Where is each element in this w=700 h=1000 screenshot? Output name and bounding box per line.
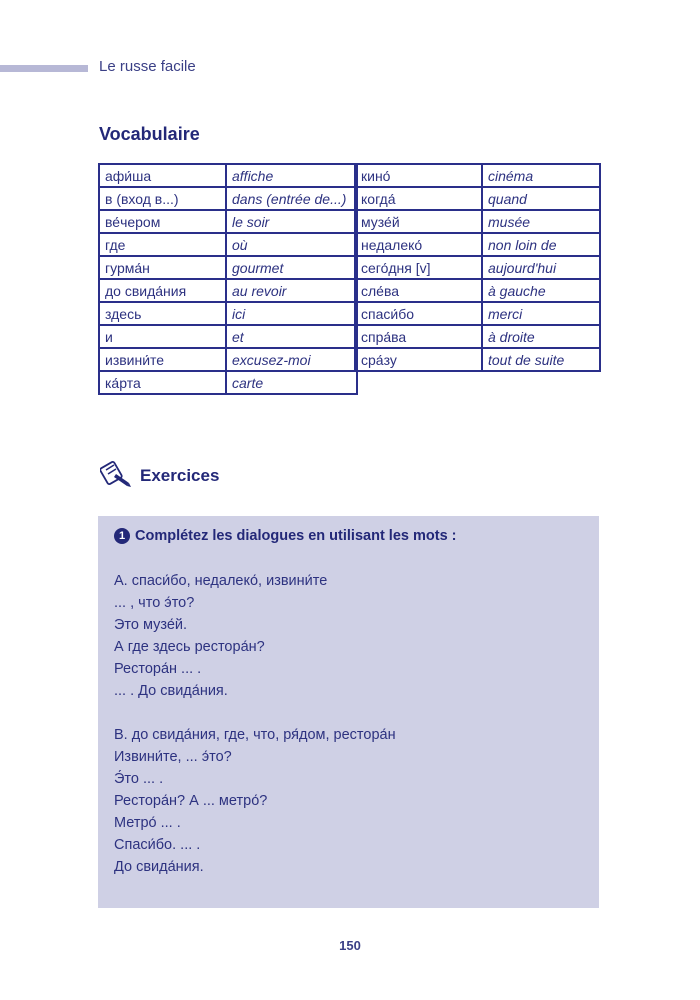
vocab-french: excusez-moi — [226, 348, 357, 371]
vocab-row — [99, 325, 357, 348]
vocab-russian: ка́рта — [99, 371, 226, 394]
page-number: 150 — [339, 938, 361, 953]
vocab-row — [355, 233, 600, 256]
vocab-russian: здесь — [99, 302, 226, 325]
vocabulary-title: Vocabulaire — [99, 124, 200, 144]
vocab-russian: недалеко́ — [355, 233, 482, 256]
vocab-row — [99, 164, 357, 187]
vocab-french: gourmet — [226, 256, 357, 279]
vocab-row — [355, 348, 600, 371]
vocab-row — [99, 348, 357, 371]
vocab-row — [99, 279, 357, 302]
vocab-french: dans (entrée de...) — [226, 187, 357, 210]
exercises-title: Exercices — [140, 466, 220, 485]
vocab-russian: и — [99, 325, 226, 348]
exercise-instruction-text: Complétez les dialogues en utilisant les mots : — [135, 528, 457, 544]
vocab-russian: афи́ша — [99, 164, 226, 187]
vocab-russian: спра́ва — [355, 325, 482, 348]
vocab-russian: музе́й — [355, 210, 482, 233]
vocab-russian: спаси́бо — [355, 302, 482, 325]
vocabulary-table-left — [98, 163, 358, 395]
dialogue-line: A. спаси́бо, недалеко́, извини́те — [114, 573, 328, 589]
exercise-dialogue — [114, 570, 396, 878]
vocab-french: aujourd'hui — [482, 256, 600, 279]
vocab-russian: сего́дня [v] — [355, 256, 482, 279]
vocab-french: à gauche — [482, 279, 600, 302]
vocab-french: merci — [482, 302, 600, 325]
vocab-russian: сра́зу — [355, 348, 482, 371]
vocab-row — [355, 210, 600, 233]
vocab-row — [99, 256, 357, 279]
vocab-french: ici — [226, 302, 357, 325]
dialogue-line: ... . До свида́ния. — [114, 683, 228, 699]
vocab-french: quand — [482, 187, 600, 210]
vocab-french: le soir — [226, 210, 357, 233]
dialogue-line: Метро́ ... . — [114, 815, 181, 831]
vocab-russian: сле́ва — [355, 279, 482, 302]
vocab-french: au revoir — [226, 279, 357, 302]
vocab-french: à droite — [482, 325, 600, 348]
dialogue-line: Это музе́й. — [114, 617, 188, 633]
dialogue-line: Рестора́н? А ... метро́? — [114, 793, 268, 809]
vocab-russian: извини́те — [99, 348, 226, 371]
book-title: Le russe facile — [99, 58, 196, 75]
vocab-row — [99, 233, 357, 256]
dialogue-line: Извини́те, ... э́то? — [114, 749, 232, 765]
vocab-french: et — [226, 325, 357, 348]
dialogue-line: Рестора́н ... . — [114, 661, 202, 677]
vocab-row — [99, 187, 357, 210]
vocab-french: affiche — [226, 164, 357, 187]
vocabulary-table-right — [354, 163, 601, 372]
dialogue-line: Э́то ... . — [114, 771, 164, 787]
vocab-russian: ве́чером — [99, 210, 226, 233]
vocab-russian: в (вход в...) — [99, 187, 226, 210]
vocab-russian: до свида́ния — [99, 279, 226, 302]
vocab-russian: кино́ — [355, 164, 482, 187]
vocab-row — [355, 187, 600, 210]
exercise-number-badge: 1 — [114, 528, 130, 544]
vocab-row — [355, 164, 600, 187]
vocab-row — [355, 256, 600, 279]
vocab-russian: когда́ — [355, 187, 482, 210]
dialogue-line: Спаси́бо. ... . — [114, 837, 201, 853]
header-accent-bar — [0, 65, 88, 72]
vocab-french: carte — [226, 371, 357, 394]
vocab-row — [99, 302, 357, 325]
vocab-french: où — [226, 233, 357, 256]
dialogue-spacer — [114, 702, 396, 724]
dialogue-line: А где здесь рестора́н? — [114, 639, 265, 655]
vocab-french: non loin de — [482, 233, 600, 256]
vocab-french: cinéma — [482, 164, 600, 187]
vocab-russian: гурма́н — [99, 256, 226, 279]
vocab-french: tout de suite — [482, 348, 600, 371]
pencil-notebook-icon — [100, 455, 132, 487]
dialogue-line: До свида́ния. — [114, 859, 204, 875]
vocab-row — [355, 325, 600, 348]
vocab-row — [355, 279, 600, 302]
vocab-row — [355, 302, 600, 325]
vocab-row — [99, 210, 357, 233]
dialogue-line: ... , что э́то? — [114, 595, 195, 611]
vocab-french: musée — [482, 210, 600, 233]
exercise-box — [98, 516, 599, 908]
vocab-russian: где — [99, 233, 226, 256]
vocab-row — [99, 371, 357, 394]
exercise-instruction — [114, 528, 457, 544]
dialogue-line: B. до свида́ния, где, что, ря́дом, рестора́н — [114, 727, 396, 743]
